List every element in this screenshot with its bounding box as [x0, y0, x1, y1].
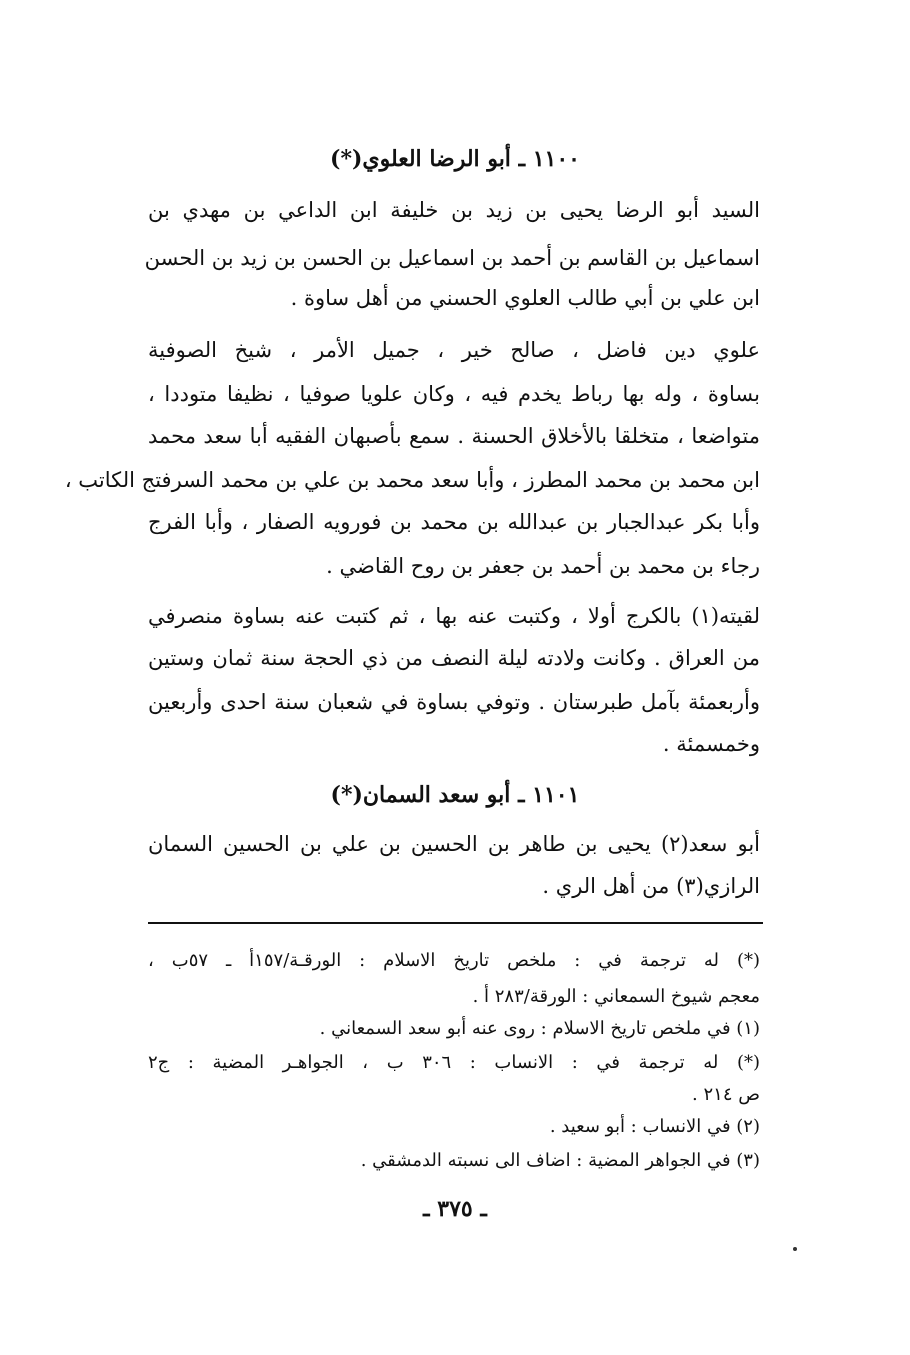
entry-title-1101: ١١٠١ ـ أبو سعد السمان(*) — [330, 782, 580, 808]
entry-1100-line: اسماعيل بن القاسم بن أحمد بن اسماعيل بن الحسن بن زيد بن الحسن — [144, 246, 760, 270]
entry-1100-line: وخمسمئة . — [662, 732, 760, 756]
entry-1100-line: علوي دين فاضل ، صالح خير ، جميل الأمر ، شيخ الصوفية — [148, 338, 760, 362]
page-number: ـ ٣٧٥ ـ — [423, 1196, 487, 1222]
entry-1100-line: من العراق . وكانت ولادته ليلة النصف من ذي الحجة سنة ثمان وستين — [148, 646, 760, 670]
footnote-line: معجم شيوخ السمعاني : الورقة/٢٨٣ أ . — [472, 986, 760, 1007]
entry-title-1100: ١١٠٠ ـ أبو الرضا العلوي(*) — [330, 146, 580, 172]
entry-1100-line: وأربعمئة بآمل طبرستان . وتوفي بساوة في شعبان سنة احدى وأربعين — [148, 690, 760, 714]
entry-1100-line: وأبا بكر عبدالجبار بن عبدالله بن محمد بن فورويه الصفار ، وأبا الفرج — [148, 510, 760, 534]
scan-speck — [793, 1247, 797, 1251]
footnote-line: (٣) في الجواهر المضية : اضاف الى نسبته الدمشقي . — [360, 1150, 760, 1171]
entry-1101-line: أبو سعد(٢) يحيى بن طاهر بن الحسين بن علي بن الحسين السمان — [148, 832, 760, 856]
footnote-line: (١) في ملخص تاريخ الاسلام : روى عنه أبو سعد السمعاني . — [319, 1018, 760, 1039]
footnote-line: (*) له ترجمة في : الانساب : ٣٠٦ ب ، الجواهـر المضية : ج٢ — [148, 1052, 760, 1073]
entry-1101-line: الرازي(٣) من أهل الري . — [542, 874, 760, 898]
entry-1100-line: رجاء بن محمد بن أحمد بن جعفر بن روح القاضي . — [326, 554, 760, 578]
footnote-line: (*) له ترجمة في : ملخص تاريخ الاسلام : الورقـة/١٥٧أ ـ ٥٧ب ، — [148, 950, 760, 971]
entry-1100-line: ابن علي بن أبي طالب العلوي الحسني من أهل ساوة . — [290, 286, 760, 310]
entry-1100-line: بساوة ، وله بها رباط يخدم فيه ، وكان علويا صوفيا ، نظيفا متوددا ، — [148, 382, 760, 406]
entry-1100-line: السيد أبو الرضا يحيى بن زيد بن خليفة ابن الداعي بن مهدي بن — [148, 198, 760, 222]
entry-1100-line: ابن محمد بن محمد المطرز ، وأبا سعد محمد بن علي بن محمد السرفتج الكاتب ، — [64, 468, 760, 492]
footnote-divider — [148, 922, 763, 924]
entry-1100-line: لقيته(١) بالكرج أولا ، وكتبت عنه بها ، ثم كتبت عنه بساوة منصرفي — [148, 604, 760, 628]
footnote-line: ص ٢١٤ . — [692, 1084, 760, 1105]
footnote-line: (٢) في الانساب : أبو سعيد . — [549, 1116, 760, 1137]
entry-1100-line: متواضعا ، متخلقا بالأخلاق الحسنة . سمع بأصبهان الفقيه أبا سعد محمد — [148, 424, 760, 448]
